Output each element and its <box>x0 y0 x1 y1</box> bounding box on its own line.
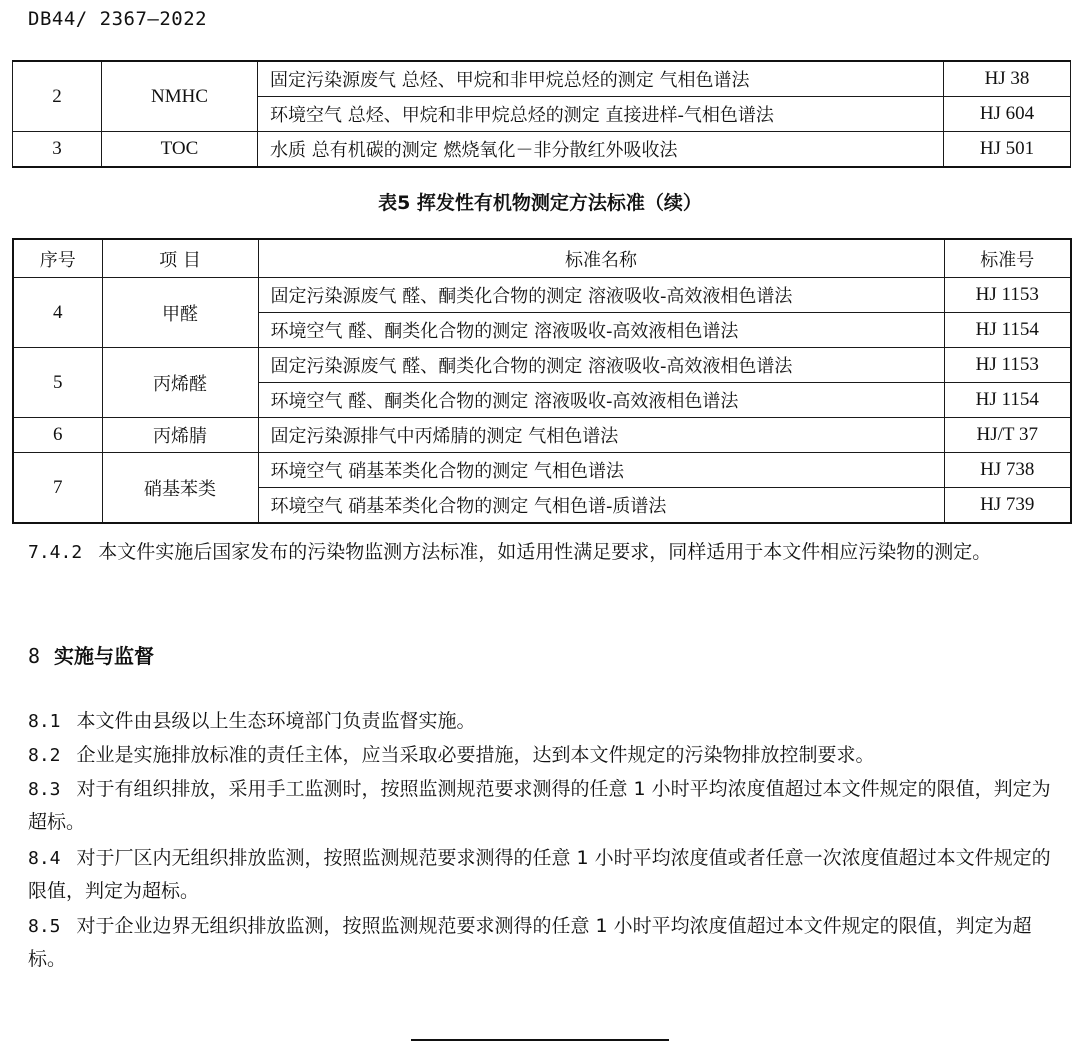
standard-name: 环境空气 硝基苯类化合物的测定 气相色谱法 <box>258 453 944 488</box>
table-row <box>13 61 1071 97</box>
clause-number: 8.3 <box>28 779 61 800</box>
document-id: DB44/ 2367—2022 <box>28 8 208 30</box>
clause-number: 8.1 <box>28 711 61 732</box>
clause-text: 本文件由县级以上生态环境部门负责监督实施。 <box>76 710 476 732</box>
row-number: 2 <box>13 61 102 132</box>
clause-8-5 <box>28 910 1058 976</box>
row-number: 4 <box>13 278 102 348</box>
row-number: 3 <box>13 132 102 168</box>
table-row <box>13 418 1071 453</box>
standard-code: HJ 501 <box>944 132 1071 168</box>
row-number: 7 <box>13 453 102 524</box>
standard-name: 环境空气 硝基苯类化合物的测定 气相色谱-质谱法 <box>258 488 944 524</box>
section-title: 实施与监督 <box>54 644 155 668</box>
clause-8-4 <box>28 842 1058 908</box>
row-item: 硝基苯类 <box>102 453 258 524</box>
end-of-document-rule <box>411 1039 669 1041</box>
standard-name: 环境空气 醛、酮类化合物的测定 溶液吸收-高效液相色谱法 <box>258 383 944 418</box>
standard-name: 固定污染源废气 总烃、甲烷和非甲烷总烃的测定 气相色谱法 <box>258 61 944 97</box>
table-row <box>13 278 1071 313</box>
clause-7-4-2 <box>28 536 1058 569</box>
standard-code: HJ 1154 <box>944 383 1071 418</box>
section-heading <box>28 640 154 669</box>
row-item: 丙烯醛 <box>102 348 258 418</box>
table-caption: 表5 挥发性有机物测定方法标准（续） <box>378 192 702 214</box>
header-item: 项 目 <box>102 239 258 278</box>
clause-text: 对于有组织排放，采用手工监测时，按照监测规范要求测得的任意 1 小时平均浓度值超过本文件规定的限值，判定为超标。 <box>28 778 1051 833</box>
standards-table-continued <box>12 60 1071 168</box>
header-standard-name: 标准名称 <box>258 239 944 278</box>
clause-text: 企业是实施排放标准的责任主体，应当采取必要措施，达到本文件规定的污染物排放控制要求。 <box>76 744 875 766</box>
standard-name: 水质 总有机碳的测定 燃烧氧化－非分散红外吸收法 <box>258 132 944 168</box>
clause-text: 对于企业边界无组织排放监测，按照监测规范要求测得的任意 1 小时平均浓度值超过本文件规定的限值，判定为超标。 <box>28 915 1032 970</box>
standard-name: 固定污染源废气 醛、酮类化合物的测定 溶液吸收-高效液相色谱法 <box>258 278 944 313</box>
standard-name: 固定污染源排气中丙烯腈的测定 气相色谱法 <box>258 418 944 453</box>
row-number: 6 <box>13 418 102 453</box>
standard-code: HJ 739 <box>944 488 1071 524</box>
table-row <box>13 348 1071 383</box>
standard-name: 固定污染源废气 醛、酮类化合物的测定 溶液吸收-高效液相色谱法 <box>258 348 944 383</box>
row-item: 甲醛 <box>102 278 258 348</box>
standard-name: 环境空气 总烃、甲烷和非甲烷总烃的测定 直接进样-气相色谱法 <box>258 97 944 132</box>
row-item: NMHC <box>102 61 258 132</box>
table-row <box>13 453 1071 488</box>
standard-code: HJ 738 <box>944 453 1071 488</box>
standard-code: HJ 604 <box>944 97 1071 132</box>
clause-text: 本文件实施后国家发布的污染物监测方法标准，如适用性满足要求，同样适用于本文件相应污染物的测定。 <box>98 541 992 563</box>
standard-code: HJ 1153 <box>944 278 1071 313</box>
clause-8-2 <box>28 739 1058 772</box>
standards-table <box>12 238 1072 524</box>
row-item: TOC <box>102 132 258 168</box>
clause-text: 对于厂区内无组织排放监测，按照监测规范要求测得的任意 1 小时平均浓度值或者任意一次浓度值超过本文件规定的限值，判定为超标。 <box>28 847 1051 902</box>
standard-code: HJ 1154 <box>944 313 1071 348</box>
clause-number: 8.4 <box>28 848 61 869</box>
clause-number: 8.2 <box>28 745 61 766</box>
clause-number: 7.4.2 <box>28 542 83 563</box>
header-standard-code: 标准号 <box>944 239 1071 278</box>
row-item: 丙烯腈 <box>102 418 258 453</box>
standard-code: HJ 38 <box>944 61 1071 97</box>
standard-code: HJ/T 37 <box>944 418 1071 453</box>
section-number: 8 <box>28 644 41 668</box>
row-number: 5 <box>13 348 102 418</box>
clause-8-1 <box>28 705 1058 738</box>
table-row <box>13 132 1071 168</box>
standard-code: HJ 1153 <box>944 348 1071 383</box>
clause-number: 8.5 <box>28 916 61 937</box>
table-header-row <box>13 239 1071 278</box>
clause-8-3 <box>28 773 1058 839</box>
header-number: 序号 <box>13 239 102 278</box>
standard-name: 环境空气 醛、酮类化合物的测定 溶液吸收-高效液相色谱法 <box>258 313 944 348</box>
